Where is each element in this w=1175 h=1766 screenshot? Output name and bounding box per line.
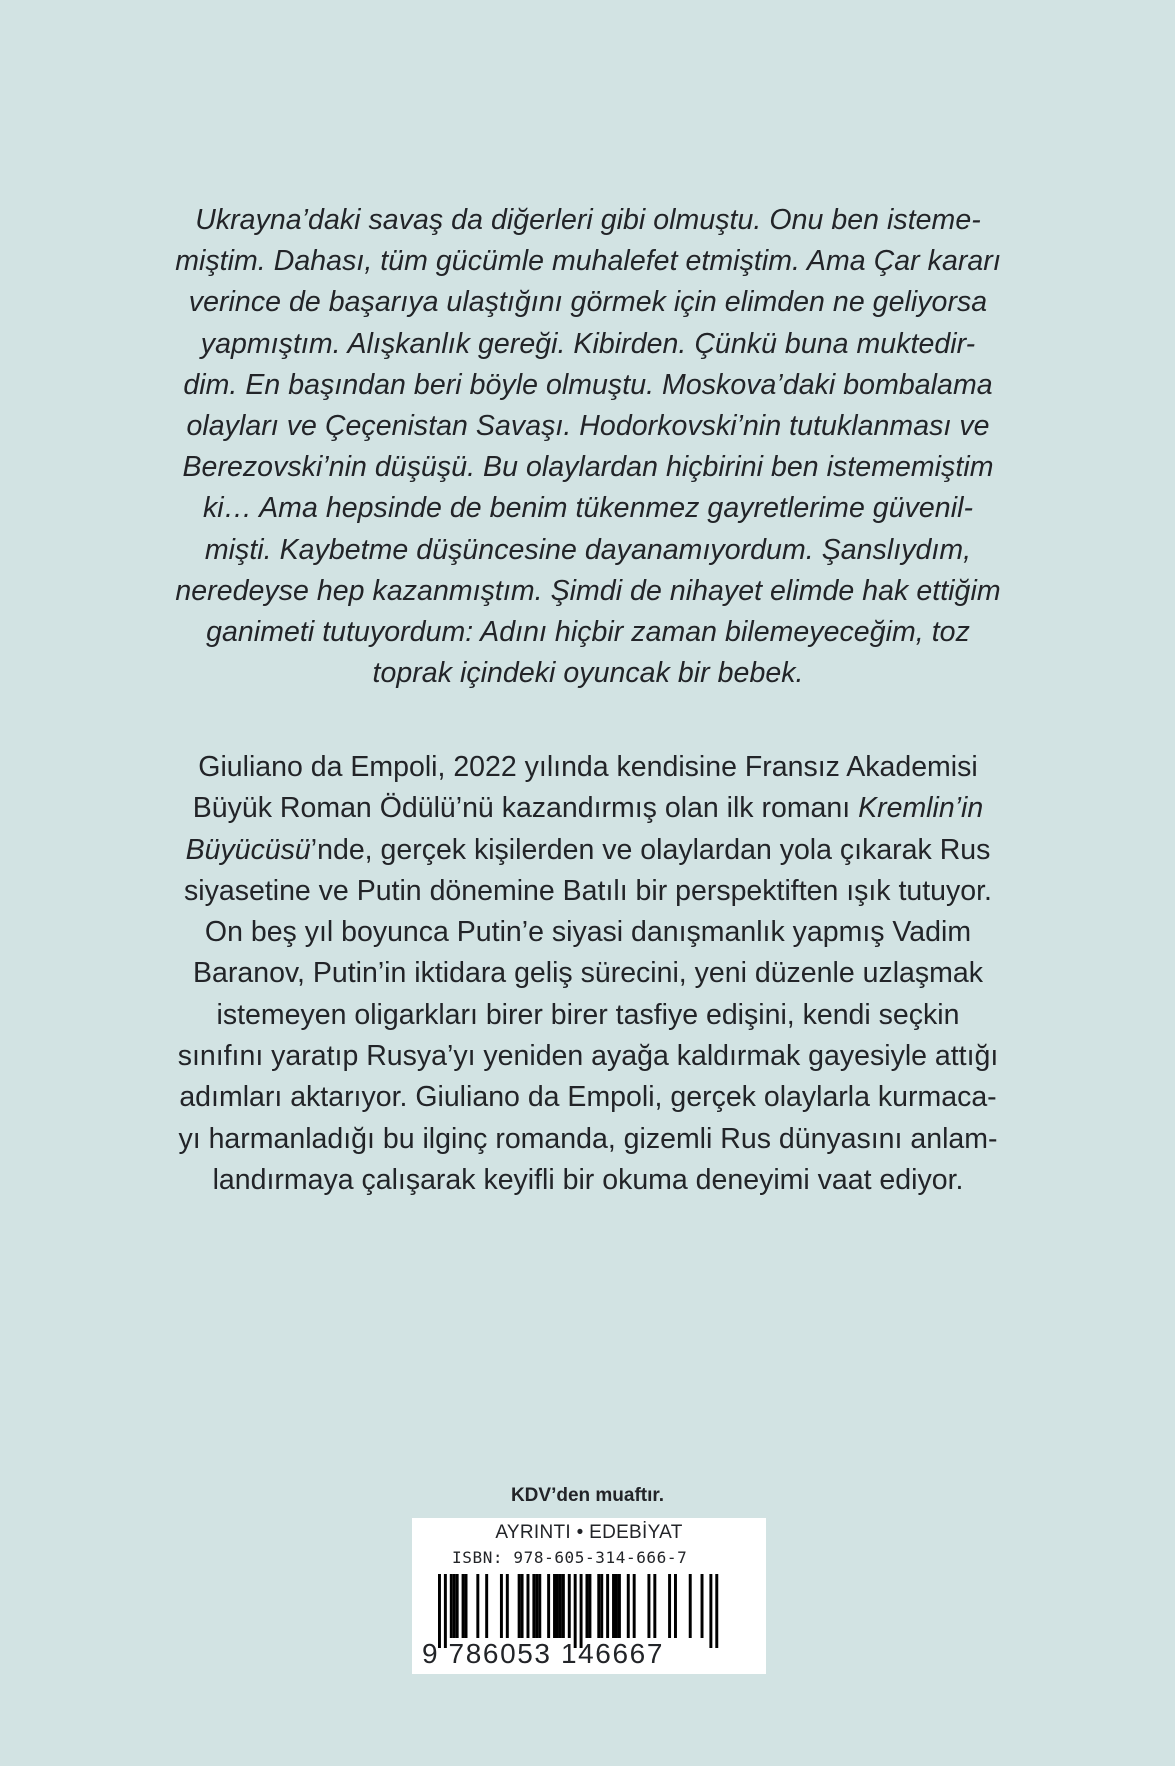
description-line: Baranov, Putin’in iktidara geliş sürecini, yeni düzenle uzlaşmak xyxy=(193,957,983,990)
description-line: sınıfını yaratıp Rusya’yı yeniden ayağa kaldırmak gayesiyle attığı xyxy=(177,1040,999,1073)
barcode-bar xyxy=(547,1574,550,1638)
barcode-bar xyxy=(588,1574,591,1638)
barcode-bar xyxy=(715,1574,718,1648)
barcode-bar xyxy=(559,1574,562,1638)
barcode-bar xyxy=(506,1574,509,1638)
barcode-bar xyxy=(476,1574,479,1638)
barcode-bar xyxy=(574,1574,577,1648)
barcode-bar xyxy=(438,1574,441,1648)
barcode-bar xyxy=(586,1574,589,1638)
quote-line: verince de başarıya ulaştığını görmek için elimden ne geliyorsa xyxy=(188,286,988,319)
barcode-bar xyxy=(485,1574,488,1638)
barcode-bar xyxy=(580,1574,583,1648)
quote-line: ganimeti tutuyordum: Adını hiçbir zaman bilemeyeceğim, toz xyxy=(206,616,970,649)
publisher-series: AYRINTI • EDEBİYAT xyxy=(495,1522,683,1543)
barcode-bar xyxy=(597,1574,600,1638)
barcode-bar xyxy=(606,1574,609,1638)
barcode-bar xyxy=(647,1574,650,1638)
quote-line: ki… Ama hepsinde de benim tükenmez gayretlerime güvenil- xyxy=(202,492,974,525)
description-line: landırmaya çalışarak keyifli bir okuma deneyimi vaat ediyor. xyxy=(212,1163,964,1196)
barcode-bar xyxy=(532,1574,535,1638)
barcode-bars xyxy=(438,1574,738,1648)
barcode-bar xyxy=(556,1574,559,1638)
description-line xyxy=(118,788,1058,829)
description-text: Büyük Roman Ödülü’nü kazandırmış olan ilk romanı xyxy=(192,792,859,825)
barcode-bar xyxy=(627,1574,630,1638)
barcode-bar xyxy=(615,1574,618,1638)
barcode-bar xyxy=(689,1574,692,1638)
barcode-bar xyxy=(500,1574,503,1638)
barcode-bar xyxy=(633,1574,636,1638)
barcode-bar xyxy=(612,1574,615,1638)
description-line: Giuliano da Empoli, 2022 yılında kendisine Fransız Akademisi xyxy=(198,751,978,783)
description-line: siyasetine ve Putin dönemine Batılı bir perspektiften ışık tutuyor. xyxy=(184,874,992,907)
description-line: yı harmanladığı bu ilginç romanda, gizemli Rus dünyasını anlam- xyxy=(178,1122,998,1155)
description-line: istemeyen oligarkları birer birer tasfiye edişini, kendi seçkin xyxy=(216,998,960,1031)
isbn-text: ISBN: 978-605-314-666-7 xyxy=(452,1548,688,1567)
description-line: On beş yıl boyunca Putin’e siyasi danışmanlık yapmış Vadim xyxy=(204,916,972,949)
barcode-bar xyxy=(653,1574,656,1638)
barcode-bar xyxy=(521,1574,524,1638)
quote-line: neredeyse hep kazanmıştım. Şimdi de nihayet elimde hak ettiğim xyxy=(175,574,1001,607)
quote-line: mişti. Kaybetme düşüncesine dayanamıyordum. Şanslıydım, xyxy=(204,533,972,566)
barcode-bar xyxy=(674,1574,677,1638)
barcode-bar xyxy=(538,1574,541,1638)
book-description xyxy=(118,747,1058,1201)
barcode-bar xyxy=(701,1574,704,1638)
back-cover-quote xyxy=(118,200,1058,694)
barcode-bar xyxy=(462,1574,465,1638)
barcode-bar xyxy=(553,1574,556,1638)
barcode-bar xyxy=(456,1574,459,1638)
quote-line: olayları ve Çeçenistan Savaşı. Hodorkovski’nin tutuklanması ve xyxy=(186,410,990,443)
barcode-bar xyxy=(444,1574,447,1648)
barcode-bar xyxy=(535,1574,538,1638)
vat-exemption-note: KDV’den muaftır. xyxy=(510,1485,665,1506)
barcode-digits: 9 786053 146667 xyxy=(422,1638,664,1669)
barcode-bar xyxy=(527,1574,530,1638)
description-line: adımları aktarıyor. Giuliano da Empoli, gerçek olaylarla kurmaca- xyxy=(179,1081,997,1114)
barcode-bar xyxy=(709,1574,712,1648)
book-title-part: Büyücüsü xyxy=(185,833,311,866)
description-text: ’nde, gerçek kişilerden ve olaylardan yola çıkarak Rus xyxy=(310,833,991,866)
barcode-bar xyxy=(562,1574,565,1638)
quote-line: miştim. Dahası, tüm gücümle muhalefet etmiştim. Ama Çar kararı xyxy=(175,245,1001,278)
book-title-part: Kremlin’in xyxy=(858,792,984,825)
quote-line: Berezovski’nin düşüşü. Bu olaylardan hiçbirini ben istememiştim xyxy=(182,451,994,484)
quote-line: Ukrayna’daki savaş da diğerleri gibi olmuştu. Onu ben isteme- xyxy=(195,204,981,236)
quote-line: dim. En başından beri böyle olmuştu. Moskova’daki bombalama xyxy=(183,368,993,401)
barcode-bar xyxy=(465,1574,468,1638)
barcode-bar xyxy=(600,1574,603,1638)
description-line xyxy=(118,830,1058,871)
barcode-bar xyxy=(618,1574,621,1638)
quote-line: yapmıştım. Alışkanlık gereği. Kibirden. Çünkü buna muktedir- xyxy=(200,327,976,360)
barcode-bar xyxy=(568,1574,571,1638)
barcode-panel xyxy=(412,1518,766,1674)
barcode-bar xyxy=(518,1574,521,1638)
quote-line: toprak içindeki oyuncak bir bebek. xyxy=(372,657,804,690)
barcode-bar xyxy=(668,1574,671,1638)
barcode-bar xyxy=(450,1574,453,1638)
barcode-bar xyxy=(453,1574,456,1638)
